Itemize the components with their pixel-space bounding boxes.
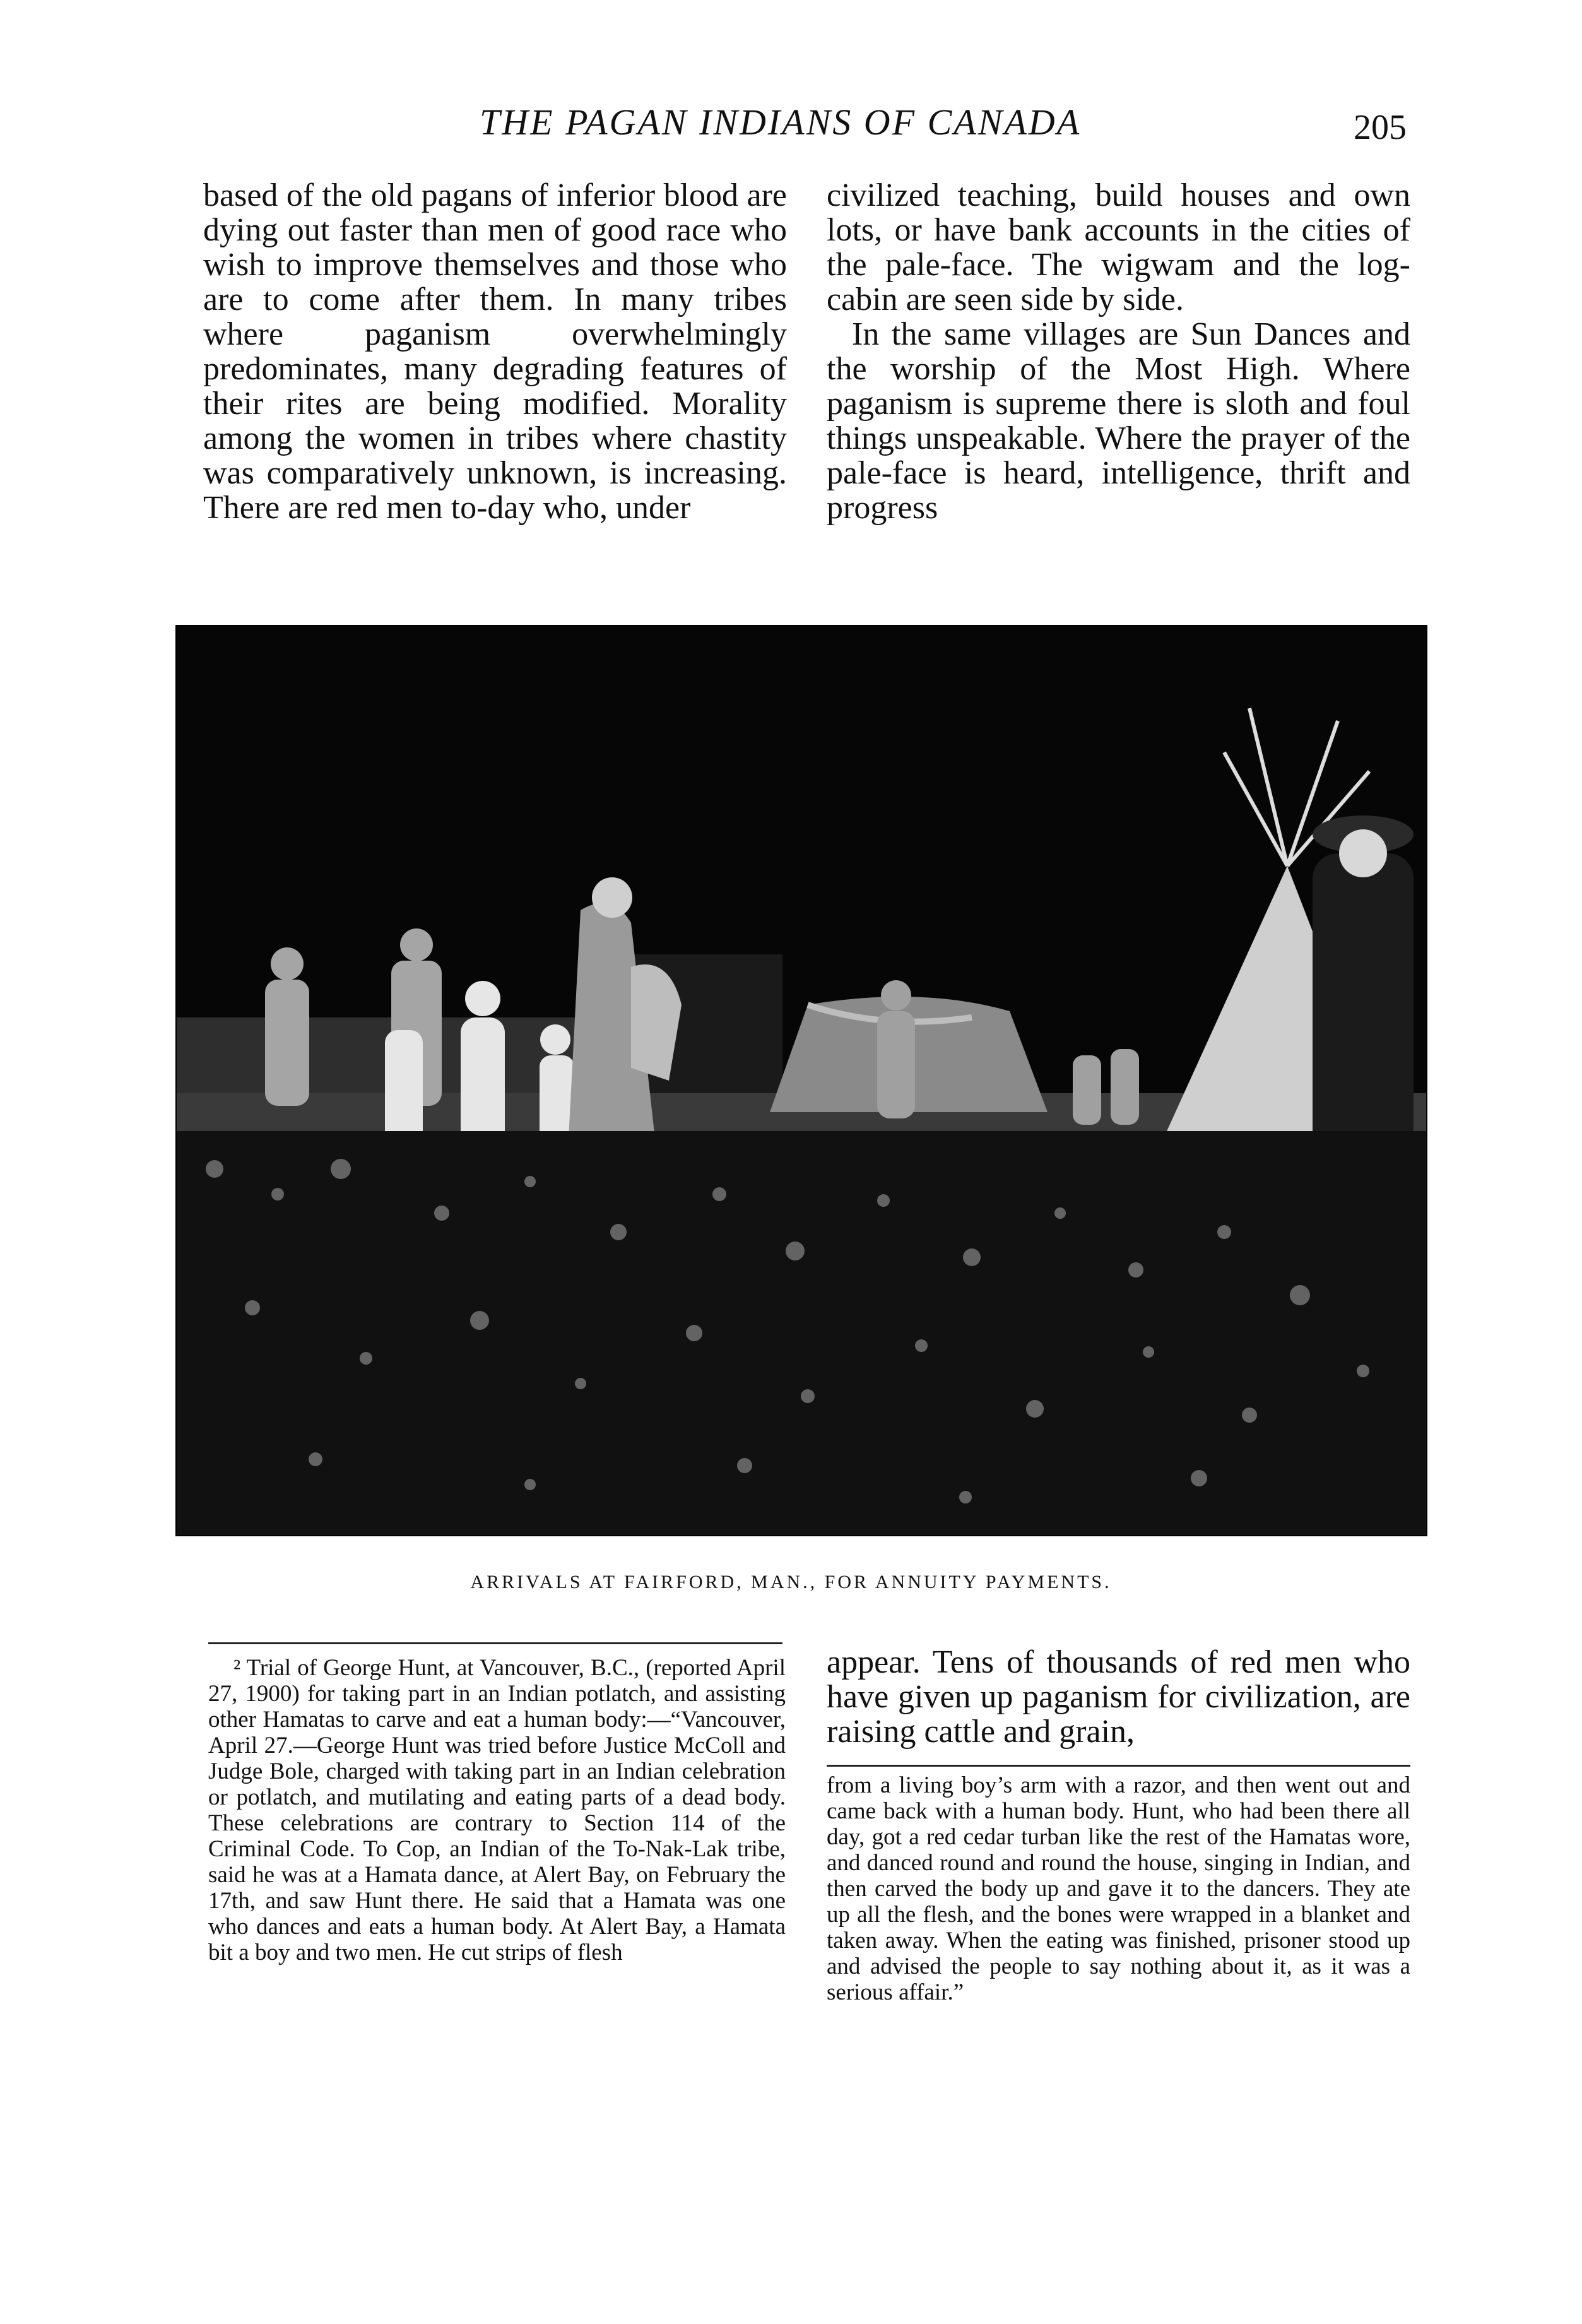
body-paragraph: civilized teaching, build houses and own lots, or have bank accounts in the cities of the pale-face. The wigwam and the log-cabin are seen side by side. bbox=[827, 177, 1410, 317]
body-paragraph: appear. Tens of thousands of red men who have given up paganism for civilization, are raising cattle and grain, bbox=[827, 1644, 1410, 1750]
footnote-column-left bbox=[208, 1655, 786, 1965]
page-header bbox=[0, 101, 1582, 151]
figure-caption: ARRIVALS AT FAIRFORD, MAN., FOR ANNUITY PAYMENTS. bbox=[470, 1572, 1112, 1592]
footnote-text: from a living boy’s arm with a razor, and then went out and came back with a human body. Hunt, who had been there all day, got a red cedar turban like the rest of the Hamatas wore, and danced round and round the house, singing in Indian, and then carved the body up and gave it to the dancers. They ate up all the flesh, and the bones were wrapped in a blanket and taken away. When the eating was finished, prisoner stood up and advised the people to say nothing about it, as it was a serious affair.” bbox=[827, 1772, 1410, 2005]
body-column-right bbox=[827, 178, 1410, 525]
photograph bbox=[175, 625, 1427, 1536]
footnote-column-right bbox=[827, 1772, 1410, 2005]
body-paragraph: In the same villages are Sun Dances and the worship of the Most High. Where paganism is supreme there is sloth and foul things unspeakable. Where the prayer of the pale-face is heard, intelligence, thrift and progress bbox=[827, 316, 1410, 526]
running-title: THE PAGAN INDIANS OF CANADA bbox=[480, 102, 1082, 143]
footnote-divider bbox=[827, 1765, 1410, 1767]
footnote-divider bbox=[208, 1642, 782, 1644]
body-column-right-bottom bbox=[827, 1645, 1410, 1749]
body-column-left bbox=[203, 178, 787, 525]
photograph-image bbox=[177, 626, 1426, 1535]
page-number: 205 bbox=[1354, 108, 1407, 147]
body-paragraph: based of the old pagans of inferior blood are dying out faster than men of good race who wish to improve themselves and those who are to come after them. In many tribes where paganism overwhelmingly predominates, many degrading features of their rites are being modified. Morality among the women in tribes where chastity was comparatively unknown, is increasing. There are red men to-day who, under bbox=[203, 177, 787, 526]
footnote-text: ² Trial of George Hunt, at Vancouver, B.C., (reported April 27, 1900) for taking part in an Indian potlatch, and assisting other Hamatas to carve and eat a human body:—“Vancouver, April 27.—George Hunt was tried before Justice McColl and Judge Bole, charged with taking part in an Indian celebration or potlatch, and mutilating and eating parts of a dead body. These celebrations are contrary to Section 114 of the Criminal Code. To Cop, an Indian of the To-Nak-Lak tribe, said he was at a Hamata dance, at Alert Bay, on February the 17th, and saw Hunt there. He said that a Hamata was one who dances and eats a human body. At Alert Bay, a Hamata bit a boy and two men. He cut strips of flesh bbox=[208, 1655, 786, 1965]
